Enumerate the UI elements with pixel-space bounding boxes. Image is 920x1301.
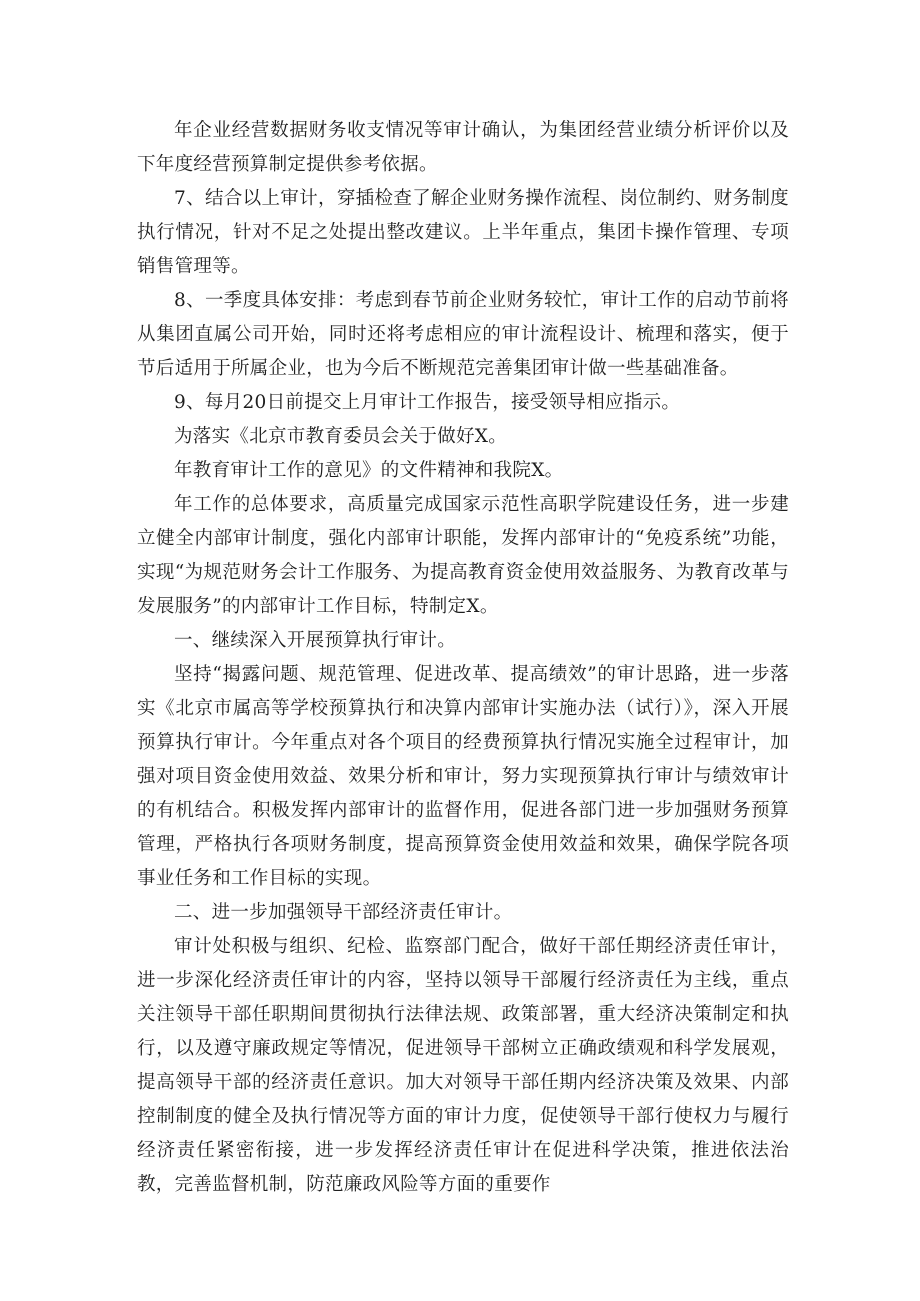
paragraph-item-9: 9、每月20日前提交上月审计工作报告，接受领导相应指示。 [174, 392, 681, 413]
paragraph-item-8: 8、一季度具体安排：考虑到春节前企业财务较忙，审计工作的启动节前将从集团直属公司开始，同时还将考虑相应的审计流程设计、梳理和落实，便于节后适用于所属企业，也为今后不断规范完善集团审计做一些基础准备。 [137, 290, 789, 379]
paragraph-continuation: 年企业经营数据财务收支情况等审计确认，为集团经营业绩分析评价以及下年度经营预算制定提供参考依据。 [137, 120, 789, 175]
paragraph-intro-2: 年教育审计工作的意见》的文件精神和我院X。 [174, 460, 564, 481]
section-heading-2: 二、进一步加强领导干部经济责任审计。 [174, 902, 513, 923]
paragraph-intro-3: 年工作的总体要求，高质量完成国家示范性高职学院建设任务，进一步建立健全内部审计制度，强化内部审计职能，发挥内部审计的“免疫系统”功能，实现“为规范财务会计工作服务、为提高教育资金使用效益服务、为教育改革与发展服务”的内部审计工作目标，特制定X。 [137, 494, 789, 617]
paragraph-item-7: 7、结合以上审计，穿插检查了解企业财务操作流程、岗位制约、财务制度执行情况，针对不足之处提出整改建议。上半年重点，集团卡操作管理、专项销售管理等。 [137, 188, 789, 277]
paragraph-section-1: 坚持“揭露问题、规范管理、促进改革、提高绩效”的审计思路，进一步落实《北京市属高等学校预算执行和决算内部审计实施办法（试行）》，深入开展预算执行审计。今年重点对各个项目的经费预算执行情况实施全过程审计，加强对项目资金使用效益、效果分析和审计，努力实现预算执行审计与绩效审计的有机结合。积极发挥内部审计的监督作用，促进各部门进一步加强财务预算管理，严格执行各项财务制度，提高预算资金使用效益和效果，确保学院各项事业任务和工作目标的实现。 [137, 664, 789, 889]
document-body [137, 114, 789, 1202]
section-heading-1: 一、继续深入开展预算执行审计。 [174, 630, 457, 651]
paragraph-intro-1: 为落实《北京市教育委员会关于做好X。 [174, 426, 508, 447]
paragraph-section-2: 审计处积极与组织、纪检、监察部门配合，做好干部任期经济责任审计，进一步深化经济责任审计的内容，坚持以领导干部履行经济责任为主线，重点关注领导干部任职期间贯彻执行法律法规、政策部署，重大经济决策制定和执行，以及遵守廉政规定等情况，促进领导干部树立正确政绩观和科学发展观，提高领导干部的经济责任意识。加大对领导干部任期内经济决策及效果、内部控制制度的健全及执行情况等方面的审计力度，促使领导干部行使权力与履行经济责任紧密衔接，进一步发挥经济责任审计在促进科学决策，推进依法治教，完善监督机制，防范廉政风险等方面的重要作 [137, 936, 789, 1195]
